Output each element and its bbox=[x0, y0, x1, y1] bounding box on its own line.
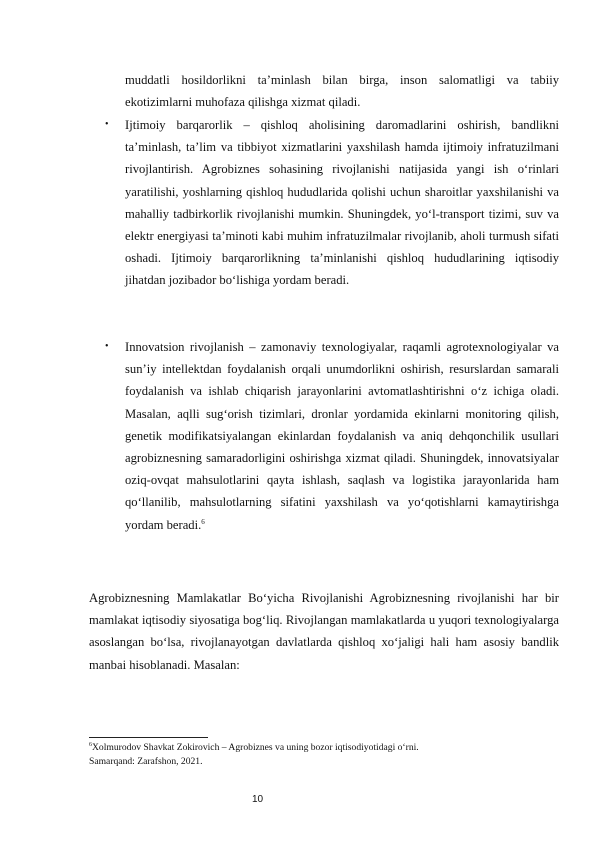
bullet-marker: • bbox=[105, 119, 109, 130]
main-paragraph: Agrobiznesning Mamlakatlar Bo‘yicha Rivojlanishi Agrobiznesning rivojlanishi har bir mamlakat iqtisodiy siyosatiga bog‘liq. Rivojlangan mamlakatlarda u yuqori texnologiyalarga asoslangan bo‘lsa, rivojlanayotgan davlatlarda qishloq xo‘jaligi hali ham asosiy bandlik manbai hisoblanadi. Masalan: bbox=[89, 591, 559, 672]
bullet-text: Ijtimoiy barqarorlik – qishloq aholisining daromadlarini oshirish, bandlikni ta’minlash, ta’lim va tibbiyot xizmatlarini yaxshilash hamda ijtimoiy infratuzilmani rivojlantirish. Agrobiznes sohasining rivojlanishi natijasida yangi ish o‘rinlari yaratilishi, yoshlarning qishloq hududlarida qolishi uchun sharoitlar yaxshilanishi va mahalliy tadbirkorlik rivojlanishi mumkin. Shuningdek, yo‘l-transport tizimi, suv va elektr energiyasi ta’minoti kabi muhim infratuzilmalar rivojlanib, aholi turmush sifati oshadi. Ijtimoiy barqarorlikning ta’minlanishi qishloq hududlarining iqtisodiy jihatdan jozibador bo‘lishiga yordam beradi. bbox=[125, 118, 559, 288]
footnote bbox=[89, 741, 559, 768]
footnote-line-1 bbox=[89, 741, 559, 755]
footnote-line-2: Samarqand: Zarafshon, 2021. bbox=[89, 755, 203, 767]
bullet-marker: • bbox=[105, 341, 109, 352]
page-number: 10 bbox=[252, 794, 264, 805]
continuation-paragraph: muddatli hosildorlikni ta’minlash bilan birga, inson salomatligi va tabiiy ekotizimlarni muhofaza qilishga xizmat qiladi. bbox=[125, 73, 559, 110]
footnote-citation: Xolmurodov Shavkat Zokirovich – Agrobiznes va uning bozor iqtisodiyotidagi o‘rni. bbox=[92, 742, 419, 753]
bullet-text: Innovatsion rivojlanish – zamonaviy texnologiyalar, raqamli agrotexnologiyalar va sun’iy intellektdan foydalanish orqali unumdorlikni oshirish, resurslardan samarali foydalanish va ishlab chiqarish jarayonlarini avtomatlashtirishni o‘z ichiga oladi. Masalan, aqlli sug‘orish tizimlari, dronlar yordamida ekinlarni monitoring qilish, genetik modifikatsiyalangan ekinlardan foydalanish va aniq dehqonchilik usullari agrobiznesning samaradorligini oshirishga xizmat qiladi. Shuningdek, innovatsiyalar oziq-ovqat mahsulotlarini qayta ishlash, saqlash va logistika jarayonlarida ham qo‘llanilib, mahsulotlarning sifatini yaxshilash va yo‘qotishlarni kamaytirishga yordam beradi. bbox=[125, 340, 559, 532]
bullet-item-social-sustainability bbox=[105, 114, 559, 292]
footnote-reference[interactable]: 6 bbox=[201, 517, 205, 526]
footnote-divider bbox=[89, 737, 208, 738]
footnote-number: 6 bbox=[89, 741, 92, 748]
bullet-item-innovative-development bbox=[105, 336, 559, 536]
